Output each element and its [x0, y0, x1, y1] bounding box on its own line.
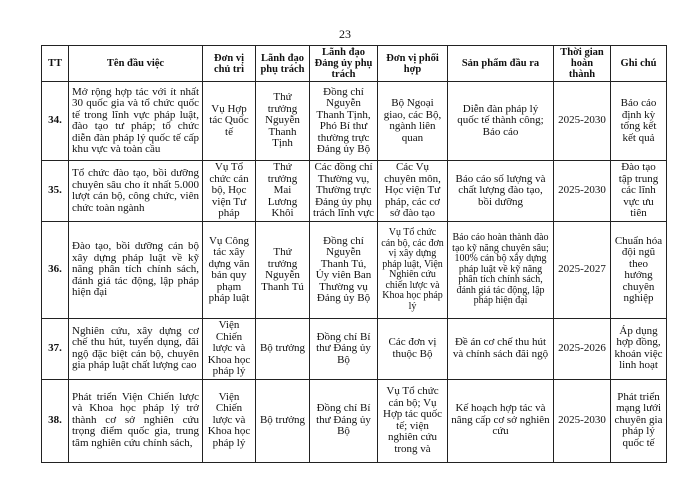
note: Đào tạo tập trung các lĩnh vực ưu tiên [611, 161, 667, 222]
deadline: 2025-2027 [554, 222, 611, 319]
table-header-row [42, 46, 667, 82]
table-row [42, 82, 667, 161]
row-number: 35. [42, 161, 69, 222]
header-output: Sản phẩm đầu ra [448, 46, 554, 82]
lead-unit: Viện Chiến lược và Khoa học pháp lý [203, 379, 256, 462]
leader: Bộ trưởng [256, 319, 310, 380]
table-row [42, 379, 667, 462]
note: Phát triển mạng lưới chuyên gia pháp lý quốc tế [611, 379, 667, 462]
header-leader: Lãnh đạo phụ trách [256, 46, 310, 82]
note: Áp dụng hợp đồng, khoán việc linh hoạt [611, 319, 667, 380]
leader: Thứ trưởng Nguyễn Thanh Tú [256, 222, 310, 319]
party-leader: Đồng chí Bí thư Đảng ủy Bộ [310, 319, 378, 380]
header-lead-unit: Đơn vị chủ trì [203, 46, 256, 82]
lead-unit: Vụ Tổ chức cán bộ, Học viện Tư pháp [203, 161, 256, 222]
output: Báo cáo hoàn thành đào tạo kỹ năng chuyên sâu; 100% cán bộ xây dựng pháp luật về kỹ năng phân tích chính sách, đánh giá tác động, lập pháp hiện đại [448, 222, 554, 319]
coordinator: Các Vụ chuyên môn, Học viện Tư pháp, các cơ sở đào tạo [378, 161, 448, 222]
output: Báo cáo số lượng và chất lượng đào tạo, bồi dưỡng [448, 161, 554, 222]
leader: Thứ trưởng Mai Lương Khôi [256, 161, 310, 222]
task-name: Nghiên cứu, xây dựng cơ chế thu hút, tuyển dụng, đãi ngộ đặc biệt cán bộ, chuyên gia pháp luật chất lượng cao [69, 319, 203, 380]
header-note: Ghi chú [611, 46, 667, 82]
row-number: 37. [42, 319, 69, 380]
header-coordinator: Đơn vị phối hợp [378, 46, 448, 82]
coordinator: Vụ Tổ chức cán bộ; Vụ Hợp tác quốc tế; viện nghiên cứu trong và [378, 379, 448, 462]
table-row [42, 319, 667, 380]
deadline: 2025-2030 [554, 379, 611, 462]
note: Chuẩn hóa đội ngũ theo hướng chuyên nghiệp [611, 222, 667, 319]
output: Kế hoạch hợp tác và nâng cấp cơ sở nghiên cứu [448, 379, 554, 462]
deadline: 2025-2030 [554, 161, 611, 222]
lead-unit: Viện Chiến lược và Khoa học pháp lý [203, 319, 256, 380]
leader: Thứ trưởng Nguyễn Thanh Tịnh [256, 82, 310, 161]
header-tt: TT [42, 46, 69, 82]
row-number: 34. [42, 82, 69, 161]
deadline: 2025-2030 [554, 82, 611, 161]
party-leader: Đồng chí Nguyễn Thanh Tú, Ủy viên Ban Thường vụ Đảng ủy Bộ [310, 222, 378, 319]
table-row [42, 161, 667, 222]
coordinator: Các đơn vị thuộc Bộ [378, 319, 448, 380]
header-task: Tên đầu việc [69, 46, 203, 82]
page-number: 23 [339, 27, 351, 41]
party-leader: Đồng chí Bí thư Đảng ủy Bộ [310, 379, 378, 462]
row-number: 36. [42, 222, 69, 319]
coordinator: Bộ Ngoại giao, các Bộ, ngành liên quan [378, 82, 448, 161]
task-name: Mở rộng hợp tác với ít nhất 30 quốc gia và tổ chức quốc tế trong lĩnh vực pháp luật, đào tạo tư pháp; tổ chức diễn đàn pháp lý quốc tế cấp khu vực và toàn cầu [69, 82, 203, 161]
coordinator: Vụ Tổ chức cán bộ, các đơn vị xây dựng pháp luật, Viện Nghiên cứu chiến lược và Khoa học pháp lý [378, 222, 448, 319]
header-deadline: Thời gian hoàn thành [554, 46, 611, 82]
party-leader: Các đồng chí Thường vụ, Thường trực Đảng ủy phụ trách lĩnh vực [310, 161, 378, 222]
task-name: Đào tạo, bồi dưỡng cán bộ xây dựng pháp luật về kỹ năng phân tích chính sách, đánh giá tác động, lập pháp hiện đại [69, 222, 203, 319]
lead-unit: Vụ Hợp tác Quốc tế [203, 82, 256, 161]
task-name: Tổ chức đào tạo, bồi dưỡng chuyên sâu cho ít nhất 5.000 lượt cán bộ, công chức, viên chức toàn ngành [69, 161, 203, 222]
row-number: 38. [42, 379, 69, 462]
table-row [42, 222, 667, 319]
lead-unit: Vụ Công tác xây dựng văn bản quy phạm pháp luật [203, 222, 256, 319]
header-party-leader: Lãnh đạo Đảng ủy phụ trách [310, 46, 378, 82]
task-name: Phát triển Viện Chiến lược và Khoa học pháp lý trở thành cơ sở nghiên cứu trọng điểm quốc gia, trung tâm nghiên cứu chính sách, [69, 379, 203, 462]
deadline: 2025-2026 [554, 319, 611, 380]
leader: Bộ trưởng [256, 379, 310, 462]
task-table [41, 45, 667, 463]
note: Báo cáo định kỳ tổng kết kết quả [611, 82, 667, 161]
output: Đề án cơ chế thu hút và chính sách đãi ngộ [448, 319, 554, 380]
party-leader: Đồng chí Nguyễn Thanh Tịnh, Phó Bí thư thường trực Đảng ủy Bộ [310, 82, 378, 161]
output: Diễn đàn pháp lý quốc tế thành công; Báo cáo [448, 82, 554, 161]
